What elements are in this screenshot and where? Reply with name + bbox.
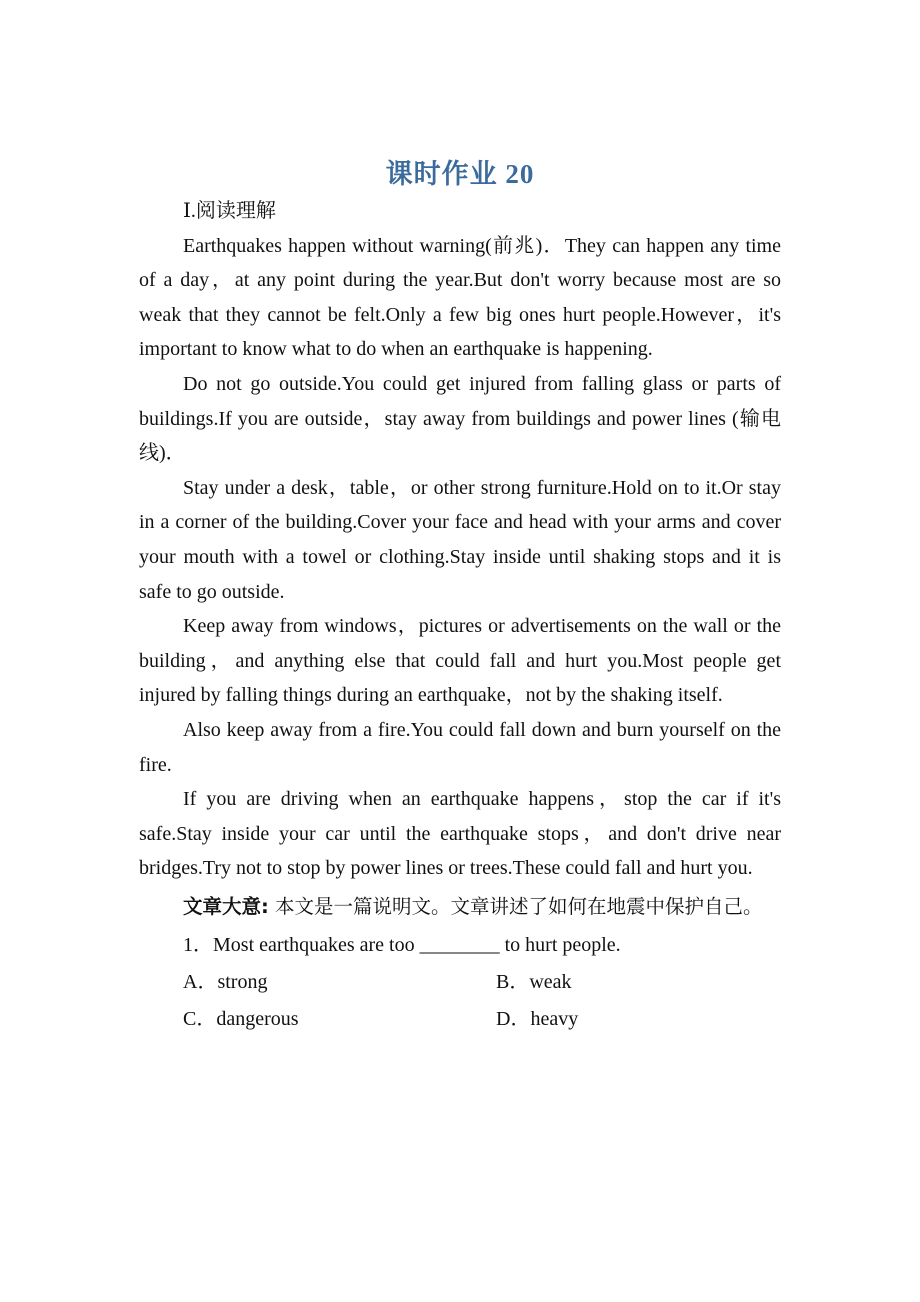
page-title: 课时作业 20: [385, 159, 535, 189]
question-1: 1．Most earthquakes are too ________ to hurt people.: [183, 933, 621, 956]
paragraph: Do not go outside.You could get injured from falling glass or parts of buildings.If you are outside，stay away from buildings and power lines (输电线)．: [139, 372, 781, 465]
option-d: D．heavy: [496, 1007, 579, 1030]
summary-label: 文章大意:: [183, 894, 269, 918]
paragraph: If you are driving when an earthquake happens，stop the car if it's safe.Stay inside your car until the earthquake stops，and don't drive near bridges.Try not to stop by power lines or trees.These could fall and hurt you.: [139, 788, 781, 880]
paragraph: Stay under a desk，table，or other strong furniture.Hold on to it.Or stay in a corner of the building.Cover your face and head with your arms and cover your mouth with a towel or clothing.Stay inside until shaking stops and it is safe to go outside.: [139, 476, 781, 603]
section-heading: Ⅰ.阅读理解: [183, 200, 276, 222]
paragraph: Earthquakes happen without warning(前兆)．They can happen any time of a day，at any point during the year.But don't worry because most are so weak that they cannot be felt.Only a few big ones hurt people.However，it's important to know what to do when an earthquake is happening.: [139, 234, 781, 361]
document-body: [139, 194, 781, 1038]
summary: [139, 888, 781, 925]
option-c: C．dangerous: [183, 1007, 299, 1030]
option-a: A．strong: [183, 970, 268, 993]
paragraph: Also keep away from a fire.You could fall down and burn yourself on the fire.: [139, 718, 781, 776]
paragraph: Keep away from windows，pictures or advertisements on the wall or the building，and anything else that could fall and hurt you.Most people get injured by falling things during an earthquake，not by the shaking itself.: [139, 615, 781, 707]
option-b: B．weak: [496, 970, 572, 993]
summary-text: 本文是一篇说明文。文章讲述了如何在地震中保护自己。: [268, 894, 763, 918]
answer-options: [139, 964, 781, 1038]
